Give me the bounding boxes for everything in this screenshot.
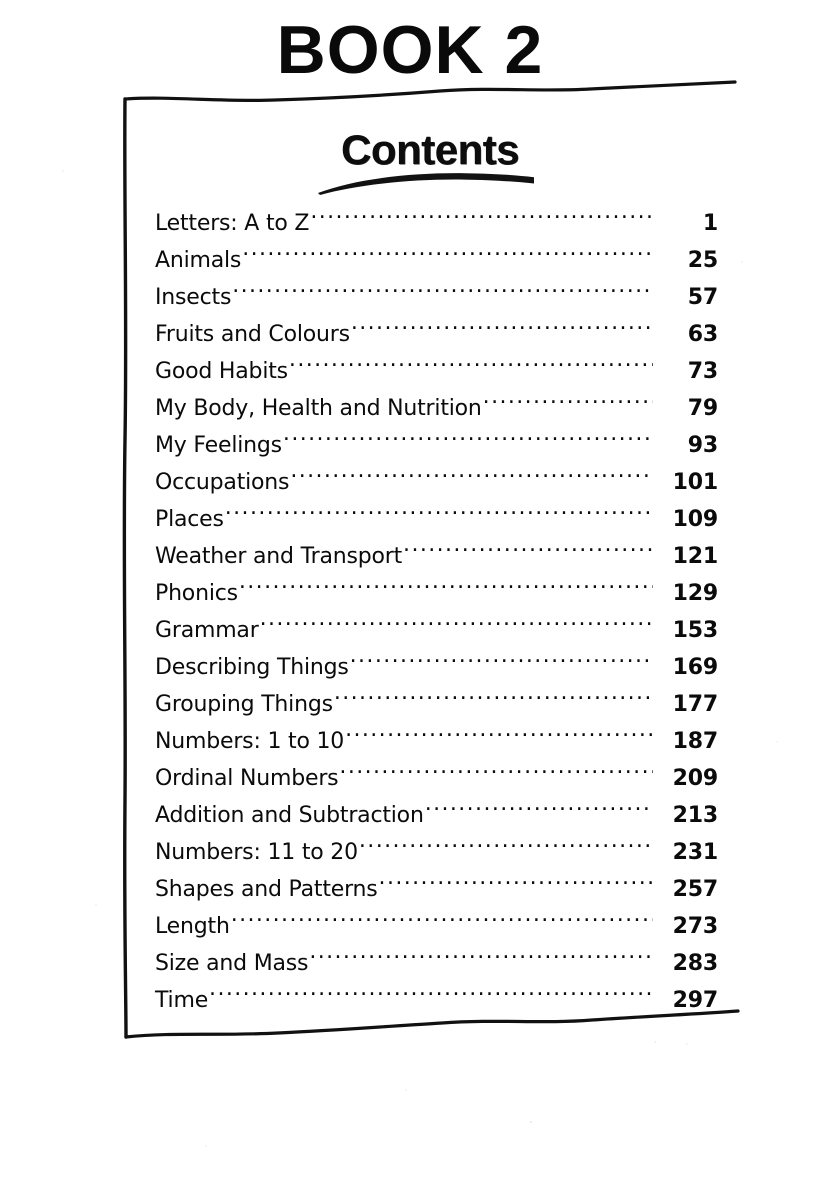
table-of-contents	[155, 205, 718, 1019]
toc-entry-page-number: 283	[672, 951, 718, 976]
toc-entry-label: My Body, Health and Nutrition	[155, 396, 482, 421]
dot-leader	[345, 726, 653, 748]
toc-entry[interactable]	[155, 464, 718, 501]
toc-entry-label: Places	[155, 507, 224, 532]
toc-entry-page-number: 109	[672, 507, 718, 532]
toc-entry[interactable]	[155, 316, 718, 353]
dot-leader	[351, 319, 653, 341]
toc-entry[interactable]	[155, 982, 718, 1019]
toc-entry-page-number: 297	[672, 988, 718, 1013]
toc-entry-label: Weather and Transport	[155, 544, 403, 569]
toc-entry[interactable]	[155, 908, 718, 945]
toc-entry[interactable]	[155, 760, 718, 797]
toc-entry[interactable]	[155, 538, 718, 575]
dot-leader	[209, 985, 653, 1007]
dot-leader	[309, 948, 653, 970]
toc-entry-page-number: 213	[672, 803, 718, 828]
toc-entry-page-number: 129	[672, 581, 718, 606]
dot-leader	[339, 763, 653, 785]
toc-entry[interactable]	[155, 686, 718, 723]
toc-entry-label: Length	[155, 914, 230, 939]
toc-entry-page-number: 231	[672, 840, 718, 865]
toc-entry[interactable]	[155, 279, 718, 316]
toc-entry-page-number: 169	[672, 655, 718, 680]
toc-entry[interactable]	[155, 797, 718, 834]
toc-entry-label: Grouping Things	[155, 692, 333, 717]
dot-leader	[290, 467, 653, 489]
toc-entry-label: Insects	[155, 285, 232, 310]
toc-entry-page-number: 1	[702, 211, 718, 236]
dot-leader	[425, 800, 653, 822]
toc-entry-label: Size and Mass	[155, 951, 309, 976]
toc-entry-label: Ordinal Numbers	[155, 766, 339, 791]
dot-leader	[359, 837, 653, 859]
toc-entry-label: Time	[155, 988, 209, 1013]
toc-entry-label: Describing Things	[155, 655, 349, 680]
dot-leader	[350, 652, 653, 674]
dot-leader	[310, 208, 653, 230]
dot-leader	[242, 245, 653, 267]
dot-leader	[334, 689, 653, 711]
toc-entry-page-number: 153	[672, 618, 718, 643]
toc-entry[interactable]	[155, 242, 718, 279]
swoosh-underline-icon	[315, 170, 545, 196]
contents-heading	[125, 126, 735, 174]
toc-entry-page-number: 209	[672, 766, 718, 791]
toc-entry-page-number: 257	[672, 877, 718, 902]
toc-entry[interactable]	[155, 649, 718, 686]
dot-leader	[260, 615, 653, 637]
dot-leader	[403, 541, 653, 563]
toc-entry[interactable]	[155, 612, 718, 649]
dot-leader	[379, 874, 653, 896]
toc-entry-page-number: 63	[687, 322, 718, 347]
toc-entry[interactable]	[155, 945, 718, 982]
toc-entry[interactable]	[155, 575, 718, 612]
toc-entry-label: My Feelings	[155, 433, 282, 458]
dot-leader	[231, 911, 653, 933]
toc-entry[interactable]	[155, 427, 718, 464]
toc-entry-page-number: 273	[672, 914, 718, 939]
toc-entry-label: Good Habits	[155, 359, 288, 384]
dot-leader	[232, 282, 653, 304]
toc-entry-page-number: 121	[672, 544, 718, 569]
toc-entry-label: Grammar	[155, 618, 259, 643]
dot-leader	[225, 504, 653, 526]
page-title: BOOK 2	[276, 12, 544, 88]
toc-entry[interactable]	[155, 353, 718, 390]
dot-leader	[483, 393, 653, 415]
toc-entry-label: Occupations	[155, 470, 290, 495]
toc-entry-label: Letters: A to Z	[155, 211, 310, 236]
contents-heading-text: Contents	[341, 126, 519, 173]
toc-entry[interactable]	[155, 501, 718, 538]
toc-entry[interactable]	[155, 723, 718, 760]
toc-entry-page-number: 79	[687, 396, 718, 421]
toc-entry[interactable]	[155, 871, 718, 908]
toc-entry-label: Shapes and Patterns	[155, 877, 378, 902]
toc-entry-label: Numbers: 11 to 20	[155, 840, 358, 865]
toc-entry-label: Animals	[155, 248, 242, 273]
dot-leader	[283, 430, 653, 452]
dot-leader	[289, 356, 653, 378]
toc-entry-page-number: 25	[687, 248, 718, 273]
toc-entry[interactable]	[155, 205, 718, 242]
toc-entry[interactable]	[155, 834, 718, 871]
toc-entry-page-number: 57	[687, 285, 718, 310]
toc-entry-label: Numbers: 1 to 10	[155, 729, 345, 754]
toc-entry-label: Addition and Subtraction	[155, 803, 424, 828]
toc-entry-page-number: 101	[672, 470, 718, 495]
dot-leader	[239, 578, 653, 600]
toc-entry-label: Fruits and Colours	[155, 322, 350, 347]
toc-entry-page-number: 73	[687, 359, 718, 384]
toc-entry-page-number: 93	[687, 433, 718, 458]
toc-entry-label: Phonics	[155, 581, 238, 606]
toc-entry[interactable]	[155, 390, 718, 427]
toc-entry-page-number: 177	[672, 692, 718, 717]
toc-entry-page-number: 187	[672, 729, 718, 754]
